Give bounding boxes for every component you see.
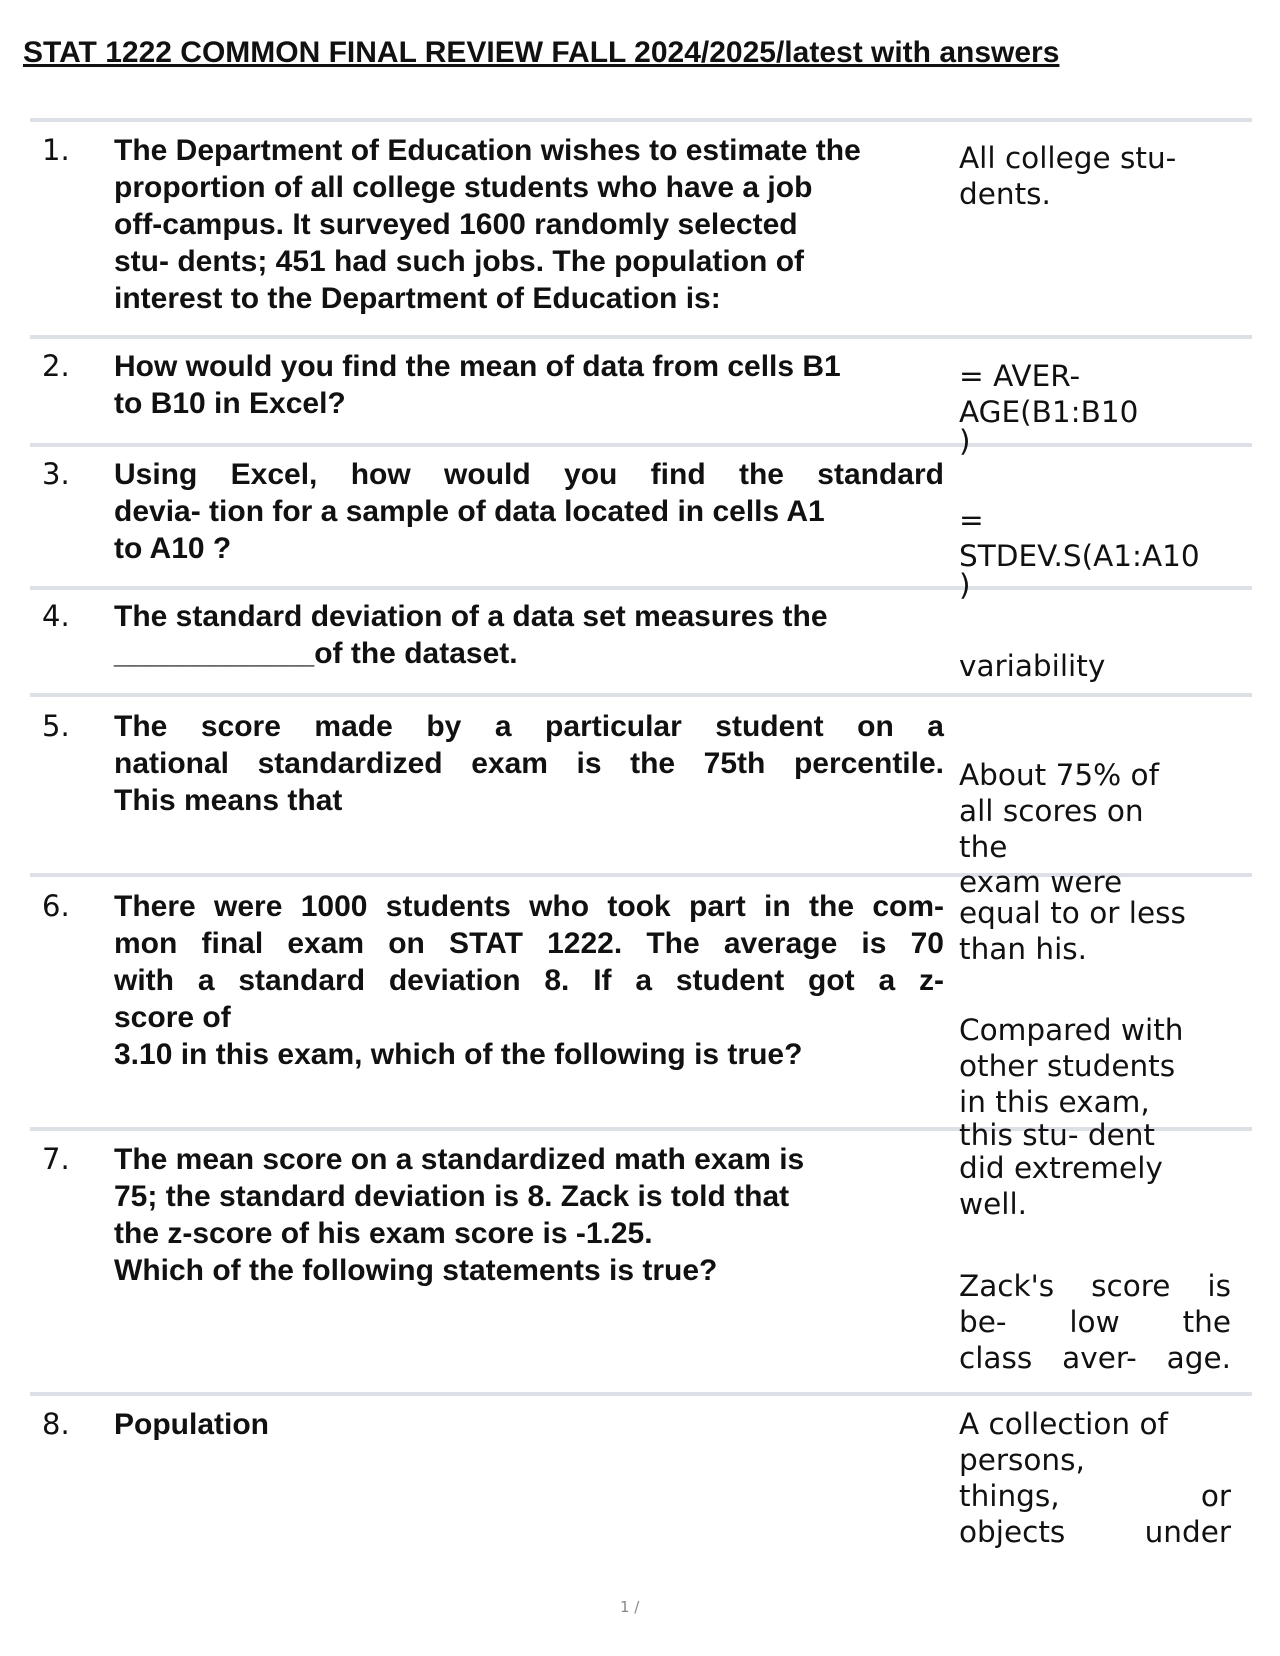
- question-number: 3.: [42, 457, 70, 491]
- answer-text: = AVER- AGE(B1:B10 ): [959, 359, 1139, 458]
- answer-text: variability: [959, 649, 1106, 683]
- answer-text: Compared with other students in this exam, this stu- dent did extremely well.: [959, 1013, 1184, 1221]
- answer-text: = STDEV.S(A1:A10 ): [959, 503, 1200, 602]
- question-number: 6.: [42, 889, 70, 923]
- question-number: 1.: [42, 133, 70, 167]
- row-divider: [30, 1392, 1252, 1396]
- question-text: How would you find the mean of data from cells B1 to B10 in Excel?: [114, 350, 841, 420]
- question-text: Using Excel, how would you find the standard devia- tion for a sample of data located in cells A1 to A10 ?: [114, 458, 944, 565]
- question-number: 4.: [42, 599, 70, 633]
- question-number: 5.: [42, 709, 70, 743]
- question-text: The Department of Education wishes to estimate the proportion of all college students who have a job off-campus. It surveyed 1600 randomly selected stu- dents; 451 had such jobs. The population of interest to the Department of Education is:: [114, 134, 861, 315]
- page-number: 1 /: [620, 1598, 640, 1616]
- question-number: 7.: [42, 1142, 70, 1176]
- page-title: STAT 1222 COMMON FINAL REVIEW FALL 2024/2025/latest with answers: [23, 36, 1060, 69]
- row-divider: [30, 118, 1252, 122]
- question-number: 8.: [42, 1407, 70, 1441]
- answer-text: About 75% of all scores on the exam were equal to or less than his.: [959, 758, 1186, 966]
- question-text: There were 1000 students who took part in the com- mon final exam on STAT 1222. The average is 70 with a standard deviation 8. If a student got a z- score of 3.10 in this exam, which of the following is true?: [114, 890, 944, 1071]
- question-text: The standard deviation of a data set measures the ____________of the dataset.: [114, 600, 828, 670]
- answer-text: A collection of persons, things, or objects under: [959, 1407, 1231, 1549]
- answer-text: All college stu- dents.: [959, 141, 1177, 211]
- row-divider: [30, 693, 1252, 697]
- question-text: The score made by a particular student on a national standardized exam is the 75th percentile. This means that: [114, 710, 944, 817]
- row-divider: [30, 335, 1252, 339]
- question-number: 2.: [42, 349, 70, 383]
- question-text: The mean score on a standardized math exam is 75; the standard deviation is 8. Zack is told that the z-score of his exam score is -1.25. Which of the following statements is true?: [114, 1143, 805, 1287]
- question-text: Population: [114, 1408, 269, 1441]
- answer-text: Zack's score is be- low the class aver- age.: [959, 1269, 1231, 1375]
